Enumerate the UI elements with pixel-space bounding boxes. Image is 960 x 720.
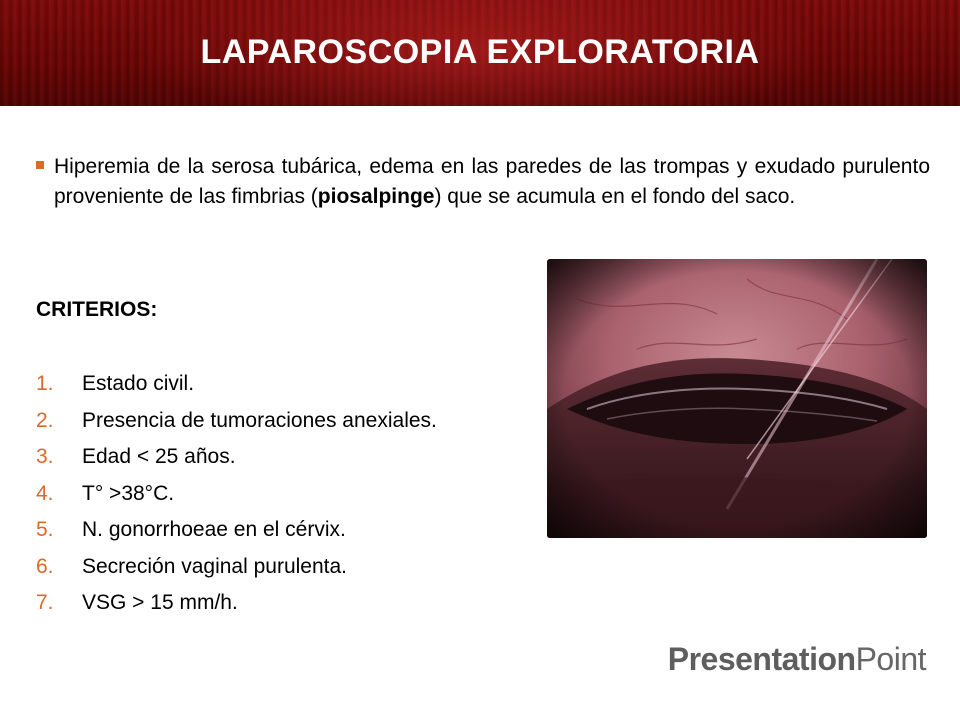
criteria-item: [36, 372, 437, 409]
laparoscopy-image: [547, 259, 927, 538]
criteria-item: [36, 591, 437, 628]
title-bar: [0, 0, 960, 106]
criteria-number: 6.: [36, 554, 54, 578]
criteria-item: [36, 482, 437, 519]
criteria-text: T° >38°C.: [82, 481, 175, 505]
logo-bold-part: Presentation: [667, 641, 856, 677]
criteria-heading: CRITERIOS:: [36, 298, 158, 321]
bullet-bold-term: piosalpinge: [317, 185, 435, 208]
criteria-text: N. gonorrhoeae en el cérvix.: [82, 518, 346, 541]
criteria-number: 2.: [36, 408, 54, 432]
criteria-number: 5.: [36, 518, 54, 541]
criteria-number: 1.: [36, 372, 54, 395]
bullet-text-part-1: Hiperemia de la serosa tubárica, edema en las paredes de las trompas y exudado purulento proveniente de las fimbrias (: [54, 155, 930, 208]
criteria-list: [36, 372, 437, 628]
square-bullet-icon: [36, 161, 44, 169]
criteria-text: Estado civil.: [82, 372, 195, 395]
criteria-number: 3.: [36, 445, 54, 468]
criteria-text: Edad < 25 años.: [82, 445, 236, 468]
criteria-text: Presencia de tumoraciones anexiales.: [82, 408, 437, 432]
criteria-item: [36, 409, 437, 446]
criteria-number: 7.: [36, 591, 54, 614]
criteria-number: 4.: [36, 481, 54, 505]
presentationpoint-logo: [668, 641, 926, 678]
laparoscopy-photo: [547, 259, 927, 538]
criteria-item: [36, 518, 437, 555]
logo-light-part: Point: [855, 641, 926, 677]
slide-title: LAPAROSCOPIA EXPLORATORIA: [200, 33, 760, 71]
criteria-text: VSG > 15 mm/h.: [82, 591, 238, 614]
criteria-text: Secreción vaginal purulenta.: [82, 554, 348, 578]
bullet-text: [54, 152, 930, 212]
bullet-text-part-2: ) que se acumula en el fondo del saco.: [434, 185, 796, 208]
criteria-item: [36, 555, 437, 592]
criteria-item: [36, 445, 437, 482]
